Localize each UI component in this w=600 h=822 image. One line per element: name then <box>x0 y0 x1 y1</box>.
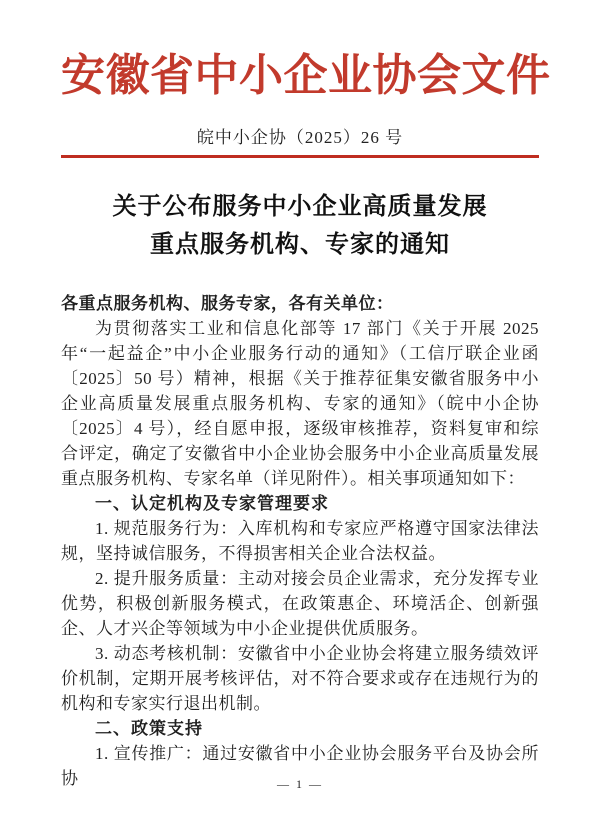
document-body <box>61 291 539 791</box>
salutation: 各重点服务机构、服务专家，各有关单位： <box>61 294 394 313</box>
section-heading-1: 一、认定机构及专家管理要求 <box>95 494 329 513</box>
doc-title <box>61 188 539 264</box>
item-1-1: 1. 规范服务行为：入库机构和专家应严格遵守国家法律法规，坚持诚信服务，不得损害相关企业合法权益。 <box>61 519 539 563</box>
item-2-1: 1. 宣传推广：通过安徽省中小企业协会服务平台及协会所协 <box>61 744 539 788</box>
paragraph-intro: 为贯彻落实工业和信息化部等 17 部门《关于开展 2025 年“一起益企”中小企业服务行动的通知》（工信厅联企业函〔2025〕50 号）精神，根据《关于推荐征集安徽省服务中小企业高质量发展重点服务机构、专家的通知》（皖中小企协〔2025〕4 号），经自愿申报，逐级审核推荐，资料复审和综合评定，确定了安徽省中小企业协会服务中小企业高质量发展重点服务机构、专家名单（详见附件）。相关事项通知如下： <box>61 319 539 488</box>
doc-title-line2: 重点服务机构、专家的通知 <box>150 232 450 258</box>
org-title: 安徽省中小企业协会文件 <box>61 51 551 100</box>
item-1-3: 3. 动态考核机制：安徽省中小企业协会将建立服务绩效评价机制，定期开展考核评估，对不符合要求或存在违规行为的机构和专家实行退出机制。 <box>61 644 539 713</box>
doc-title-line1: 关于公布服务中小企业高质量发展 <box>112 194 488 220</box>
item-1-2: 2. 提升服务质量：主动对接会员企业需求，充分发挥专业优势，积极创新服务模式，在政策惠企、环境活企、创新强企、人才兴企等领域为中小企业提供优质服务。 <box>61 569 539 638</box>
section-heading-2: 二、政策支持 <box>95 719 203 738</box>
red-divider-line <box>61 155 539 158</box>
doc-number: 皖中小企协（2025）26 号 <box>196 128 404 147</box>
page-number: — 1 — <box>277 777 323 791</box>
